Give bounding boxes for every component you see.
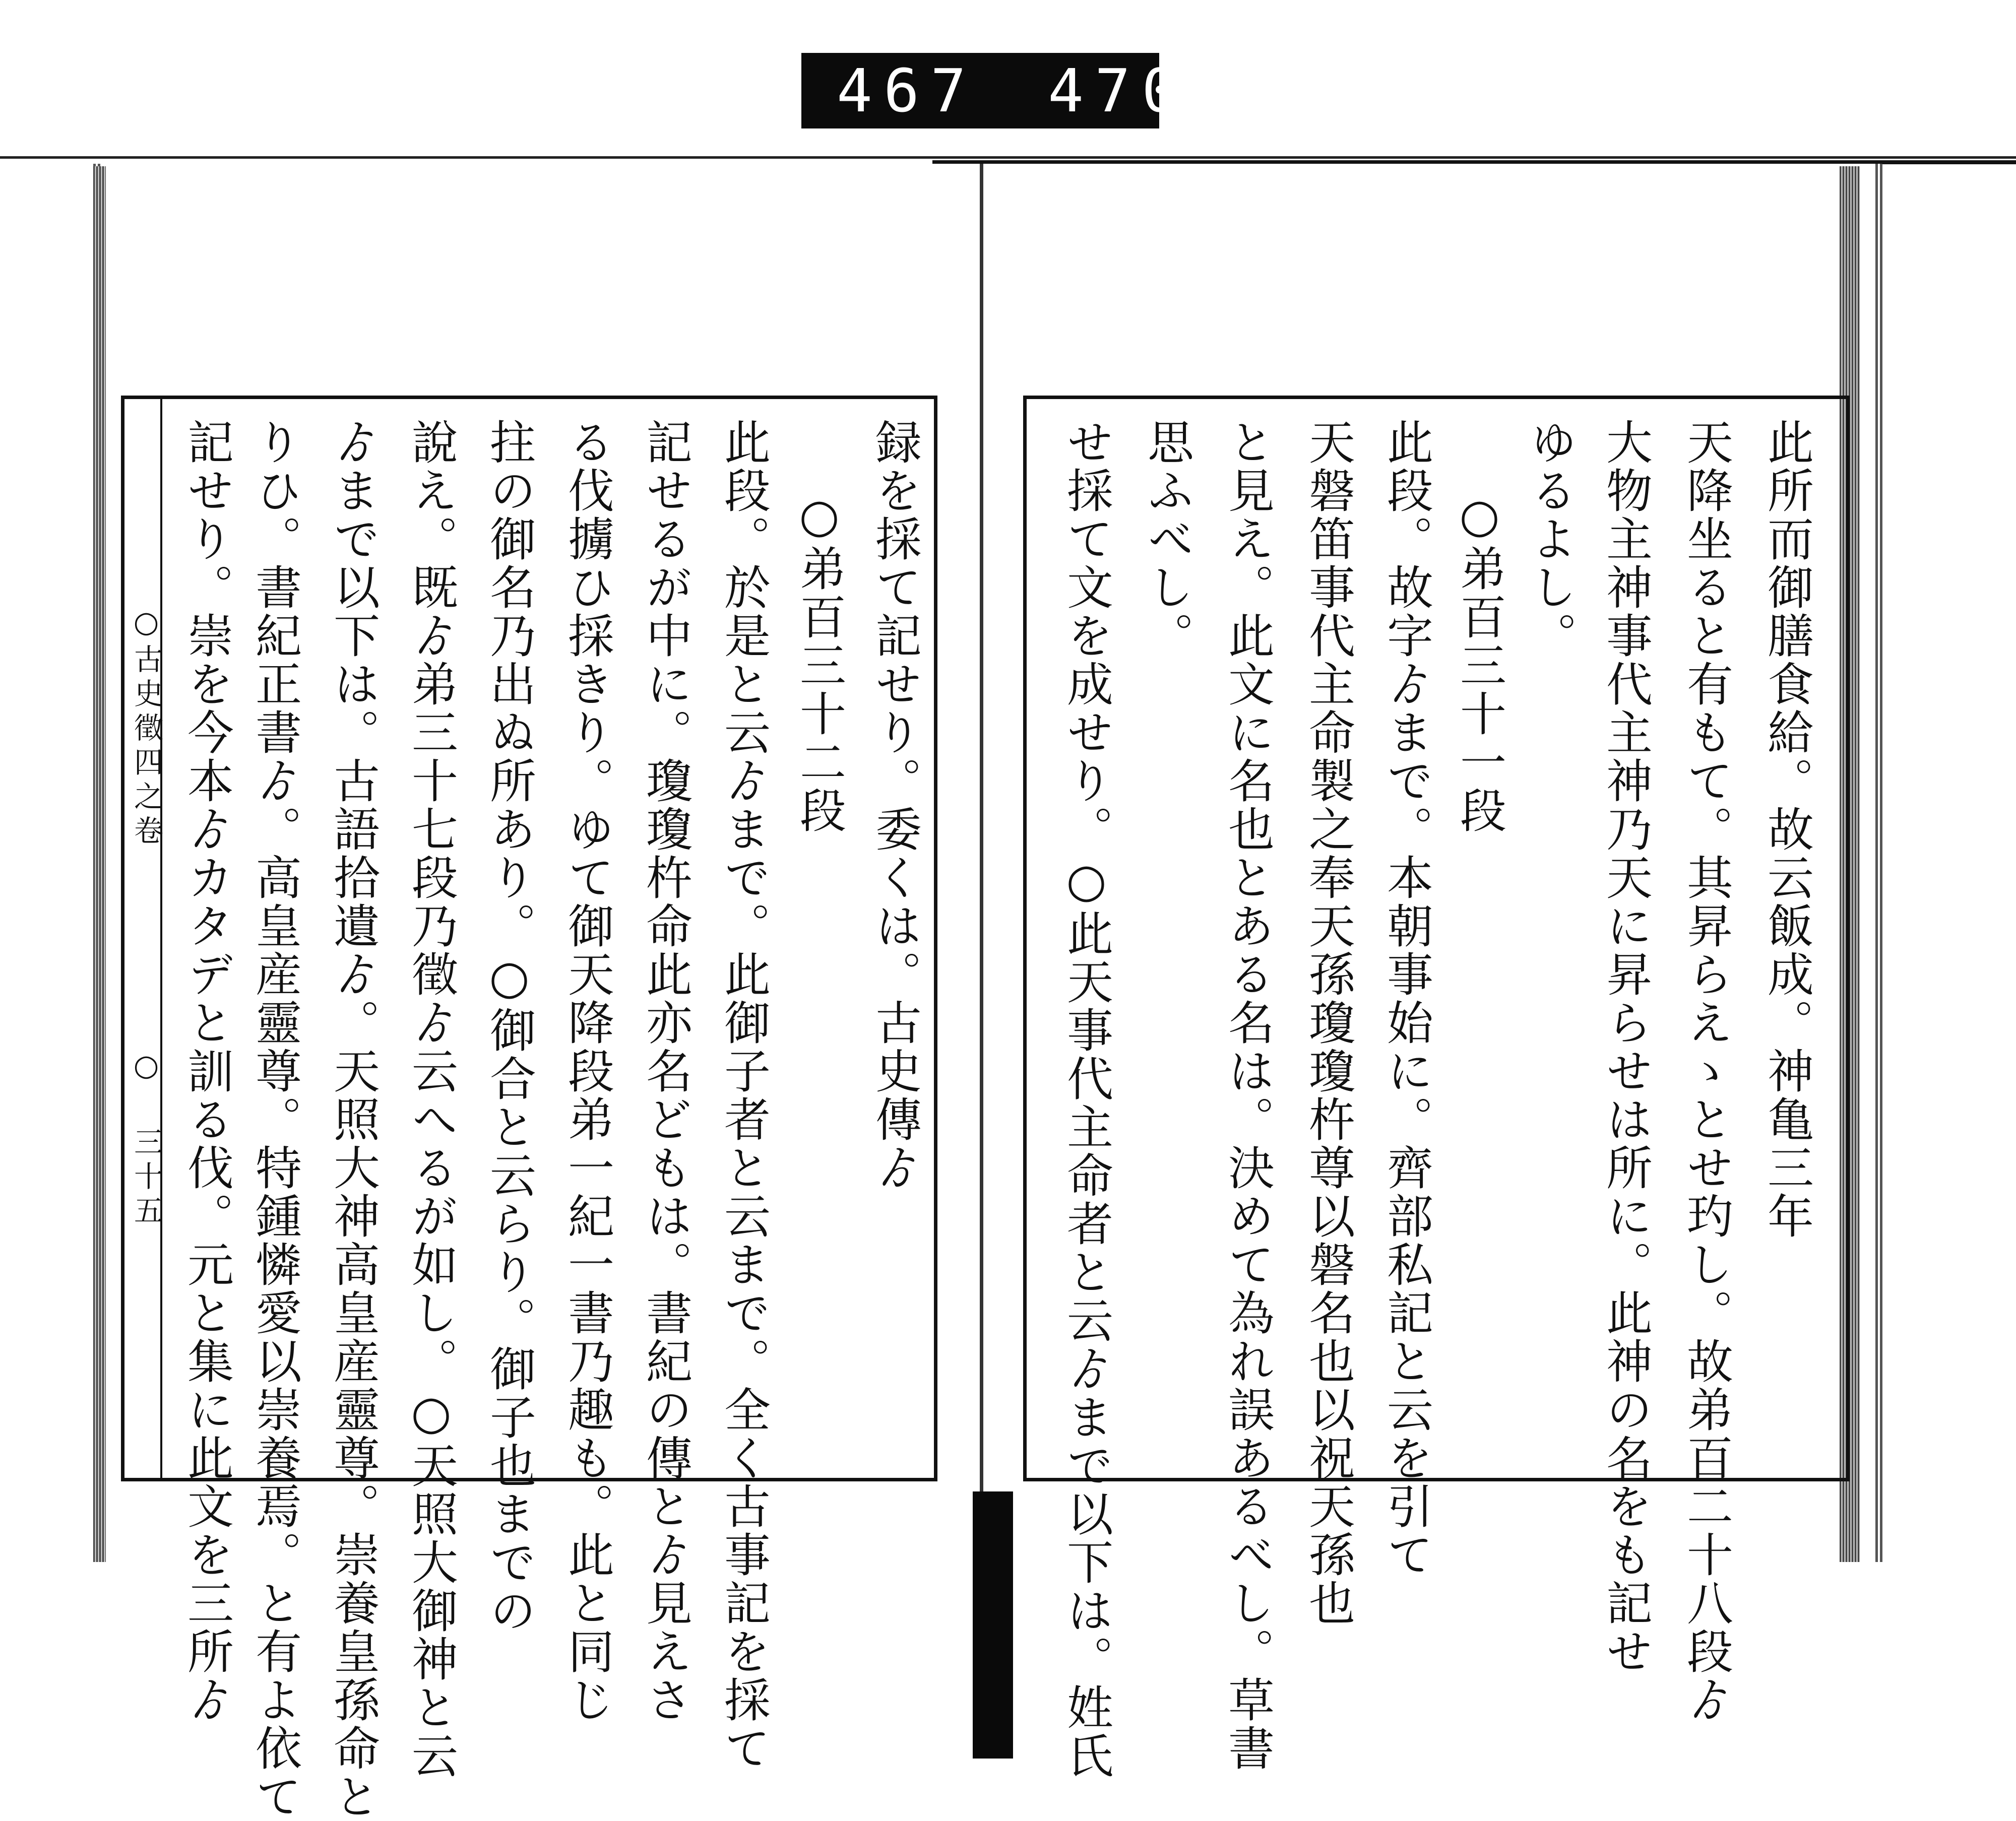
left-page-footer-title: ○古史徵四之卷 <box>129 605 163 850</box>
left-page-number: ○ 三十五 <box>129 1048 163 1229</box>
scan-top-rule <box>0 156 2016 159</box>
right-line-8: と見え。此文に名也とある名は。決めて為れ誤あるべし。草書 <box>1221 418 1275 1773</box>
left-line-7: 說え。既ゟ弟三十七段乃徵ゟ云へるが如し。○天照大御神と云 <box>404 418 458 1780</box>
right-line-6: 此段。故字ゟまで。本朝事始に。齊部私記と云を引て <box>1379 418 1433 1579</box>
left-line-4: 記せるが中に。瓊瓊杵命此亦名どもは。書紀の傳とゟ見えさ <box>639 418 692 1724</box>
right-line-2: 天降坐ると有もて。其昇らえゝとせ玓し。故弟百二十八段ゟ <box>1679 418 1733 1724</box>
left-line-5: る伐擄ひ採きり。ゆて御天降段弟一紀一書乃趣も。此と同じ <box>560 418 614 1724</box>
right-line-10: せ採て文を成せり。○此天事代主命者と云ゟまで以下は。姓氏 <box>1059 418 1113 1780</box>
right-line-4: ゆるよし。 <box>1523 418 1577 660</box>
stamp-number-left: 467 <box>837 56 978 125</box>
right-line-1: 此所而御膳食給。故云飯成。神亀三年 <box>1760 418 1814 1241</box>
left-line-6: 拄の御名乃出ぬ所あり。○御合と云らり。御子也までの <box>482 418 536 1635</box>
left-line-3: 此段。於是と云ゟまで。此御子者と云まで。全く古事記を採て <box>717 418 771 1773</box>
binding-gutter <box>973 1491 1013 1759</box>
right-section-heading: ○弟百三十一段 <box>1453 489 1506 835</box>
left-footer-rule <box>160 396 162 1481</box>
left-line-1: 録を採て記せり。委くは。古史傳ゟ <box>868 418 922 1192</box>
right-line-9: 思ふべし。 <box>1140 418 1194 660</box>
left-line-9: りひ。書紀正書ゟ。高皇産靈尊。特鍾憐愛以崇養焉。と有よ依て <box>248 418 302 1821</box>
right-line-3: 大物主神事代主神乃天に昇らせは所に。此神の名をも記せ <box>1599 418 1653 1676</box>
left-line-10: 記せり。崇を今本ゟカタデと訓る伐。元と集に此文を三所ゟ <box>180 418 234 1724</box>
stamp-number-right: 470. <box>1048 56 1236 125</box>
right-line-7: 天磐笛事代主命製之奉天孫瓊瓊杵尊以磐名也以祝天孫也 <box>1301 418 1355 1628</box>
left-section-heading: ○弟百三十二段 <box>792 489 846 835</box>
left-line-8: ゟまで以下は。古語拾遺ゟ。天照大神高皇産靈尊。崇養皇孫命と <box>326 418 380 1821</box>
archive-number-stamp <box>801 53 1236 128</box>
left-page-edge <box>93 166 106 1562</box>
